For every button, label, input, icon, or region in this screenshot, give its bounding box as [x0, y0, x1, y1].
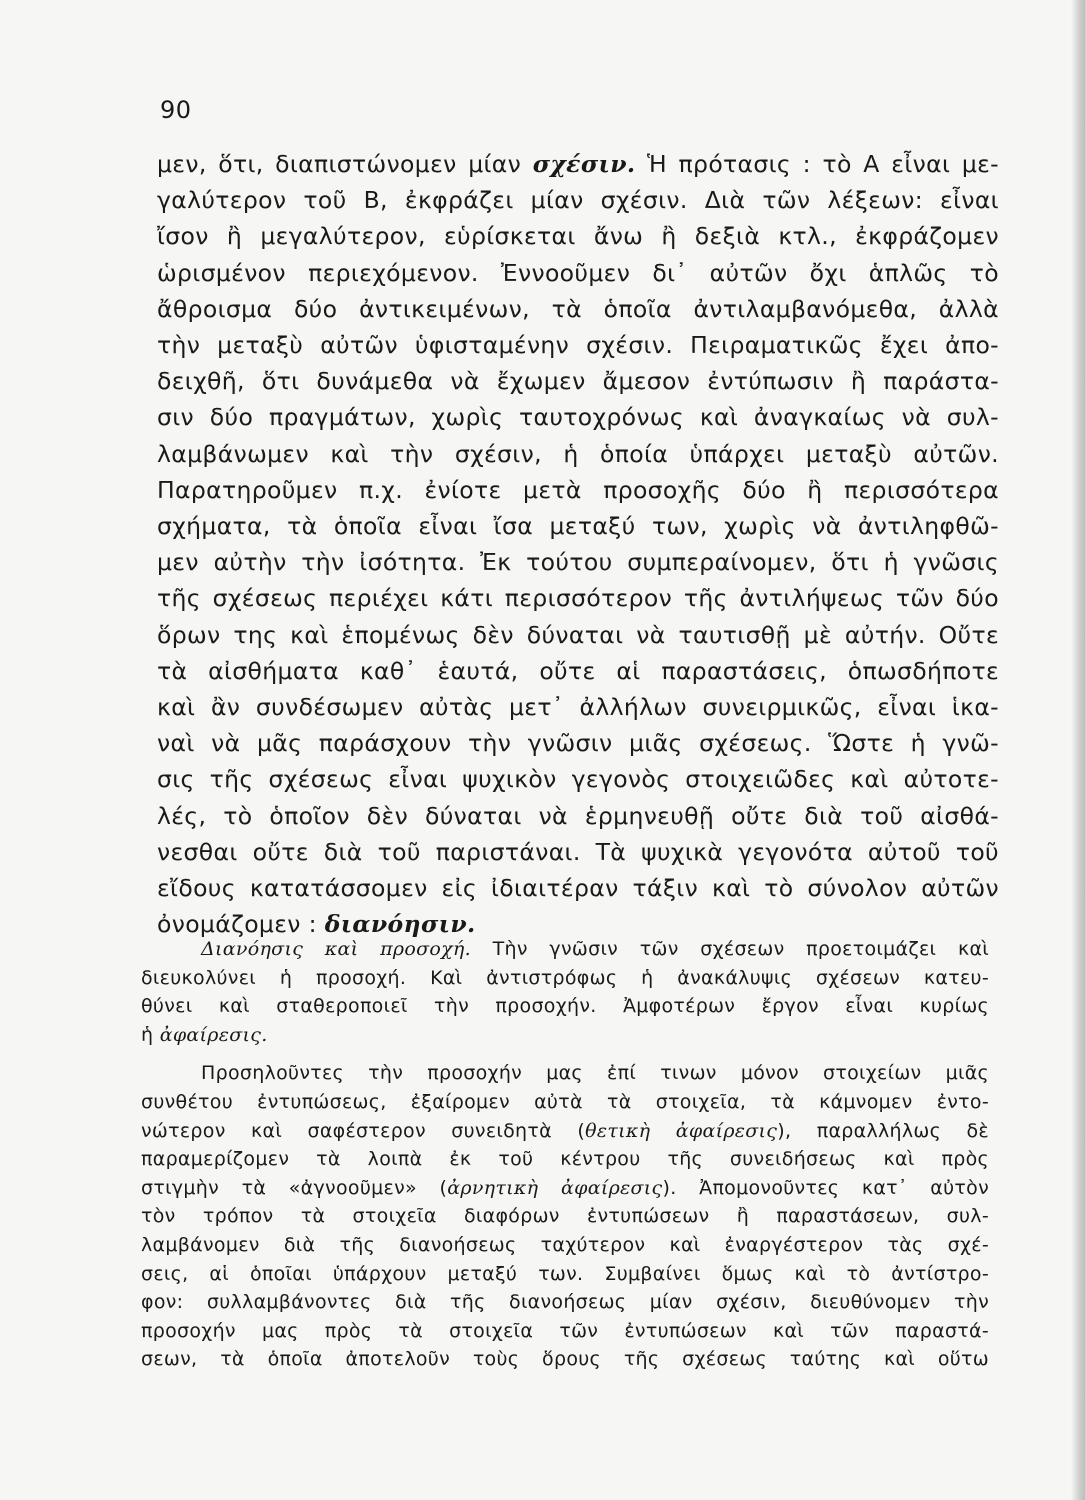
note-line: τὸν τρόπον τὰ στοιχεῖα διαφόρων ἐντυπώσεων ἢ παραστάσεων, συλ- — [141, 1205, 989, 1228]
body-line: ὅρων της καὶ ἑπομένως δὲν δύναται νὰ ταυτισθῇ μὲ αὐτήν. Οὔτε — [157, 620, 999, 649]
note-line: στιγμὴν τὰ «ἀγνοοῦμεν» (ἀρνητικὴ ἀφαίρεσις). Ἀπομονοῦντες κατ᾽ αὐτὸν — [141, 1176, 989, 1199]
body-line: νεσθαι οὔτε διὰ τοῦ παριστάναι. Τὰ ψυχικὰ γεγονότα αὐτοῦ τοῦ — [157, 837, 999, 866]
note-line: Προσηλοῦντες τὴν προσοχήν μας ἐπί τινων μόνον στοιχείων μιᾶς — [201, 1062, 989, 1085]
note-line: σεις, αἱ ὁποῖαι ὑπάρχουν μεταξύ των. Συμβαίνει ὅμως καὶ τὸ ἀντίστρο- — [141, 1262, 989, 1285]
note-line: προσοχήν μας πρὸς τὰ στοιχεῖα τῶν ἐντυπώσεων καὶ τῶν παραστά- — [141, 1319, 989, 1342]
body-line: ναὶ νὰ μᾶς παράσχουν τὴν γνῶσιν μιᾶς σχέσεως. Ὥστε ἡ γνῶ- — [157, 729, 999, 758]
paragraph-gap — [141, 1049, 989, 1059]
body-line: λές, τὸ ὁποῖον δὲν δύναται νὰ ἑρμηνευθῇ οὔτε διὰ τοῦ αἰσθά- — [157, 801, 999, 830]
note-line: λαμβάνομεν διὰ τῆς διανοήσεως ταχύτερον καὶ ἐναργέστερον τὰς σχέ- — [141, 1233, 989, 1256]
italic-term-afairesis: ἀφαίρεσις. — [159, 1023, 268, 1046]
italic-term-scheshin: σχέσιν. — [532, 150, 636, 178]
body-line: ὡρισμένον περιεχόμενον. Ἐννοοῦμεν δι᾽ αὐτῶν ὄχι ἁπλῶς τὸ — [157, 258, 999, 287]
note-line: συνθέτου ἐντυπώσεως, ἐξαίρομεν αὐτὰ τὰ στοιχεῖα, τὰ κάμνομεν ἐντο- — [141, 1090, 989, 1113]
body-line-last: ὀνομάζομεν : διανόησιν. — [157, 910, 476, 939]
body-line-1: μεν, ὅτι, διαπιστώνομεν μίαν σχέσιν. Ἡ πρότασις : τὸ Α εἶναι με- — [157, 150, 1000, 178]
body-line: μεν αὐτὴν τὴν ἰσότητα. Ἐκ τούτου συμπεραίνομεν, ὅτι ἡ γνῶσις — [157, 548, 999, 577]
body-line: λαμβάνωμεν καὶ τὴν σχέσιν, ἡ ὁποία ὑπάρχει μεταξὺ αὐτῶν. — [157, 439, 999, 468]
note-line: νώτερον καὶ σαφέστερον συνειδητὰ (θετικὴ ἀφαίρεσις), παραλλήλως δὲ — [141, 1119, 989, 1142]
body-line: γαλύτερον τοῦ Β, ἐκφράζει μίαν σχέσιν. Διὰ τῶν λέξεων: εἶναι — [157, 186, 999, 215]
note-line-end: ἡ ἀφαίρεσις. — [141, 1023, 268, 1046]
body-line: τὴν μεταξὺ αὐτῶν ὑφισταμένην σχέσιν. Πειραματικῶς ἔχει ἀπο- — [157, 331, 999, 360]
body-line: ἴσον ἢ μεγαλύτερον, εὑρίσκεται ἄνω ἢ δεξιὰ κτλ., ἐκφράζομεν — [157, 222, 999, 251]
page-number: 90 — [160, 96, 192, 124]
body-line: Παρατηροῦμεν π.χ. ἐνίοτε μετὰ προσοχῆς δύο ἢ περισσότερα — [157, 475, 999, 504]
body-line: εἴδους κατατάσσομεν εἰς ἰδιαιτέραν τάξιν καὶ τὸ σύνολον αὐτῶν — [157, 874, 999, 903]
note-line: παραμερίζομεν τὰ λοιπὰ ἐκ τοῦ κέντρου τῆς συνειδήσεως καὶ πρὸς — [141, 1148, 989, 1171]
body-line: ἄθροισμα δύο ἀντικειμένων, τὰ ὁποῖα ἀντιλαμβανόμεθα, ἀλλὰ — [157, 294, 999, 323]
body-line: τὰ αἰσθήματα καθ᾽ ἑαυτά, οὔτε αἱ παραστάσεις, ὁπωσδήποτε — [157, 656, 999, 685]
italic-term-dianoisin: διανόησιν. — [324, 910, 476, 939]
italic-term-arnitiki: ἀρνητικὴ ἀφαίρεσις — [447, 1176, 663, 1199]
body-line: σιν δύο πραγμάτων, χωρὶς ταυτοχρόνως καὶ ἀναγκαίως νὰ συλ- — [157, 403, 999, 432]
body-line: καὶ ἂν συνδέσωμεν αὐτὰς μετ᾽ ἀλλήλων συνειρμικῶς, εἶναι ἱκα- — [157, 693, 999, 722]
note-line: φον: συλλαμβάνοντες διὰ τῆς διανοήσεως μίαν σχέσιν, διευθύνομεν τὴν — [141, 1291, 989, 1314]
note-heading-line: Διανόησις καὶ προσοχή. Τὴν γνῶσιν τῶν σχέσεων προετοιμάζει καὶ — [201, 938, 989, 960]
italic-term-thetiki: θετικὴ ἀφαίρεσις — [585, 1119, 778, 1142]
section-note — [141, 935, 989, 1374]
body-line: σις τῆς σχέσεως εἶναι ψυχικὸν γεγονὸς στοιχειῶδες καὶ αὐτοτε- — [157, 765, 999, 794]
body-line: δειχθῆ, ὅτι δυνάμεθα νὰ ἔχωμεν ἄμεσον ἐντύπωσιν ἢ παράστα- — [157, 367, 999, 396]
note-line: θύνει καὶ σταθεροποιεῖ τὴν προσοχήν. Ἀμφοτέρων ἔργον εἶναι κυρίως — [141, 995, 989, 1018]
main-body-text — [157, 146, 999, 942]
body-line: σχήματα, τὰ ὁποῖα εἶναι ἴσα μεταξύ των, χωρὶς νὰ ἀντιληφθῶ- — [157, 512, 999, 541]
note-line: διευκολύνει ἡ προσοχή. Καὶ ἀντιστρόφως ἡ ἀνακάλυψις σχέσεων κατευ- — [141, 966, 989, 989]
note-line: σεων, τὰ ὁποῖα ἀποτελοῦν τοὺς ὅρους τῆς σχέσεως ταύτης καὶ οὕτω — [141, 1348, 989, 1371]
page-edge-shadow — [1071, 0, 1085, 1500]
note-heading: Διανόησις καὶ προσοχή. — [201, 938, 471, 960]
body-line: τῆς σχέσεως περιέχει κάτι περισσότερον τῆς ἀντιλήψεως τῶν δύο — [157, 584, 999, 613]
